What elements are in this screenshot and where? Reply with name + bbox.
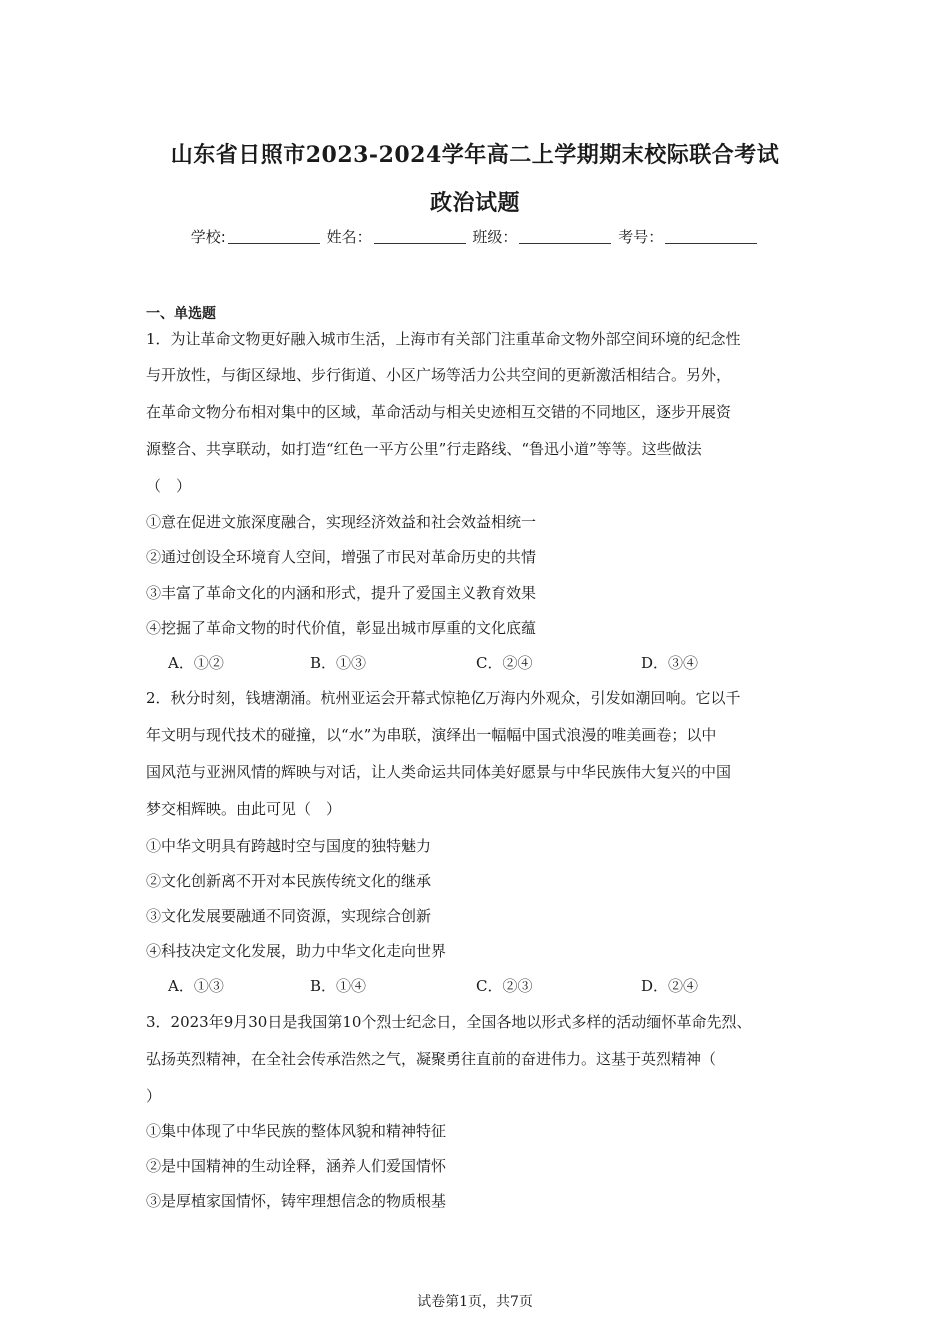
school-blank[interactable] — [228, 229, 320, 244]
q1-statement-1: ①意在促进文旅深度融合，实现经济效益和社会效益相统一 — [146, 513, 537, 531]
q1-option-d[interactable]: D．③④ — [641, 654, 699, 672]
q1-option-b[interactable]: B．①③ — [310, 654, 367, 672]
q2-statement-3: ③文化发展要融通不同资源，实现综合创新 — [146, 907, 432, 925]
q1-line-3: 在革命文物分布相对集中的区域，革命活动与相关史迹相互交错的不同地区，逐步开展资 — [146, 403, 732, 421]
q1-line-4: 源整合、共享联动，如打造“红色一平方公里”行走路线、“鲁迅小道”等等。这些做法 — [146, 440, 702, 458]
name-blank[interactable] — [374, 229, 466, 244]
q1-option-a[interactable]: A．①② — [168, 654, 224, 672]
q3-statement-2: ②是中国精神的生动诠释，涵养人们爱国情怀 — [146, 1157, 447, 1175]
page-footer: 试卷第1页，共7页 — [417, 1294, 533, 1310]
q1-line-2: 与开放性，与街区绿地、步行街道、小区广场等活力公共空间的更新激活相结合。另外， — [146, 366, 732, 384]
q1-line-5: （ ） — [146, 477, 192, 495]
q2-statement-2: ②文化创新离不开对本民族传统文化的继承 — [146, 872, 432, 890]
name-label: 姓名： — [326, 228, 372, 246]
q2-line-2: 年文明与现代技术的碰撞，以“水”为串联，演绎出一幅幅中国式浪漫的唯美画卷；以中 — [146, 726, 717, 744]
student-info-row — [0, 226, 950, 247]
q2-option-a[interactable]: A．①③ — [168, 977, 224, 995]
q3-statement-1: ①集中体现了中华民族的整体风貌和精神特征 — [146, 1122, 447, 1140]
q1-statement-3: ③丰富了革命文化的内涵和形式，提升了爱国主义教育效果 — [146, 584, 537, 602]
q2-option-c[interactable]: C．②③ — [476, 977, 533, 995]
q3-line-3: ） — [146, 1087, 162, 1105]
q2-statement-1: ①中华文明具有跨越时空与国度的独特魅力 — [146, 837, 432, 855]
q2-line-1: 2．秋分时刻，钱塘潮涌。杭州亚运会开幕式惊艳亿万海内外观众，引发如潮回响。它以千 — [146, 689, 741, 707]
q2-line-4: 梦交相辉映。由此可见（ ） — [146, 800, 342, 818]
q2-option-b[interactable]: B．①④ — [310, 977, 367, 995]
q1-line-1: 1．为让革命文物更好融入城市生活，上海市有关部门注重革命文物外部空间环境的纪念性 — [146, 330, 741, 348]
exam-subtitle: 政治试题 — [429, 190, 520, 216]
q1-statement-4: ④挖掘了革命文物的时代价值，彰显出城市厚重的文化底蕴 — [146, 619, 537, 637]
q2-line-3: 国风范与亚洲风情的辉映与对话，让人类命运共同体美好愿景与中华民族伟大复兴的中国 — [146, 763, 732, 781]
q1-option-c[interactable]: C．②④ — [476, 654, 533, 672]
q3-line-2: 弘扬英烈精神，在全社会传承浩然之气，凝聚勇往直前的奋进伟力。这基于英烈精神（ — [146, 1050, 717, 1068]
q1-statement-2: ②通过创设全环境育人空间，增强了市民对革命历史的共情 — [146, 548, 537, 566]
section-heading: 一、单选题 — [146, 306, 216, 322]
q3-line-1: 3．2023年9月30日是我国第10个烈士纪念日，全国各地以形式多样的活动缅怀革命先烈、 — [146, 1013, 752, 1031]
school-label: 学校: — [190, 228, 226, 246]
number-blank[interactable] — [665, 229, 757, 244]
class-label: 班级： — [472, 228, 518, 246]
exam-title: 山东省日照市2023-2024学年高二上学期期末校际联合考试 — [170, 142, 780, 168]
q2-statement-4: ④科技决定文化发展，助力中华文化走向世界 — [146, 942, 447, 960]
number-label: 考号： — [618, 228, 664, 246]
q2-option-d[interactable]: D．②④ — [641, 977, 699, 995]
class-blank[interactable] — [519, 229, 611, 244]
q3-statement-3: ③是厚植家国情怀，铸牢理想信念的物质根基 — [146, 1192, 447, 1210]
